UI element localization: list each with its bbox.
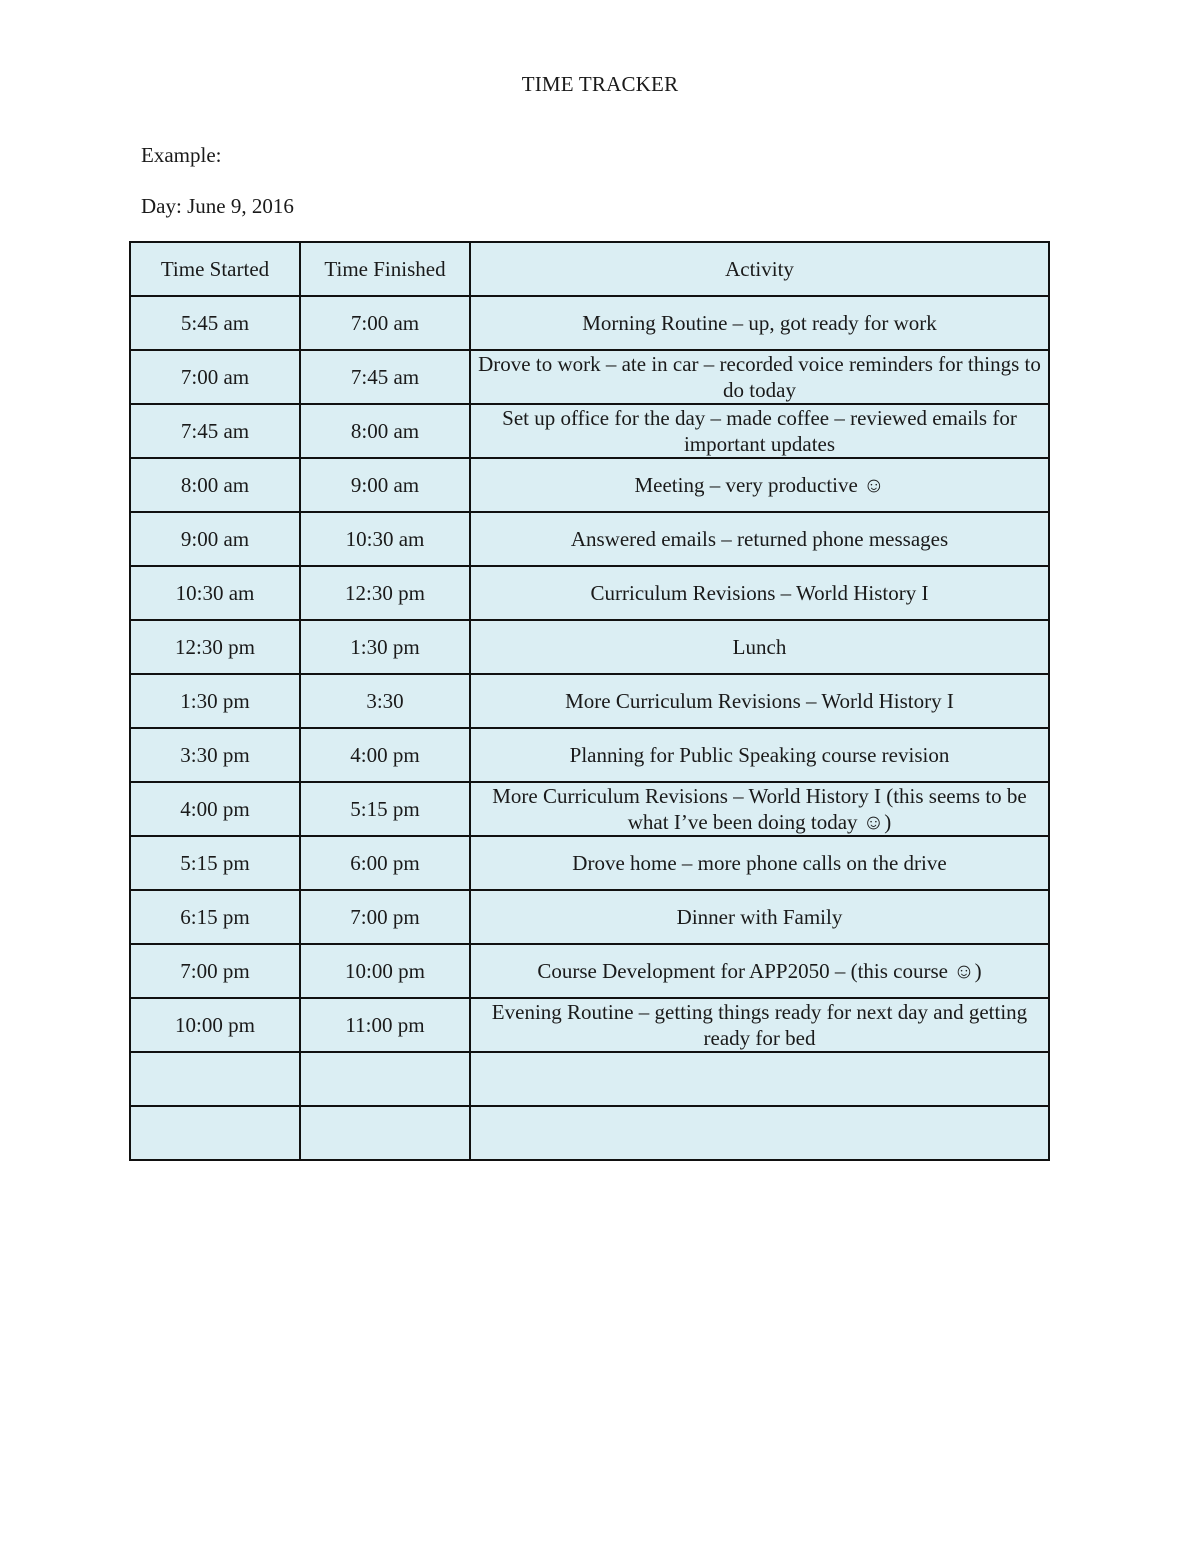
activity-cell: Lunch	[470, 620, 1049, 674]
time-started-cell	[130, 1052, 300, 1106]
table-row	[130, 620, 1049, 674]
time-finished-cell	[300, 1052, 470, 1106]
table-row	[130, 782, 1049, 836]
table-header-row	[130, 242, 1049, 296]
time-started-cell	[130, 1106, 300, 1160]
activity-cell: Curriculum Revisions – World History I	[470, 566, 1049, 620]
time-started-cell: 10:30 am	[130, 566, 300, 620]
table-row	[130, 836, 1049, 890]
time-finished-cell: 7:00 am	[300, 296, 470, 350]
activity-cell	[470, 1052, 1049, 1106]
activity-cell: Meeting – very productive ☺	[470, 458, 1049, 512]
time-finished-cell: 10:30 am	[300, 512, 470, 566]
time-started-cell: 10:00 pm	[130, 998, 300, 1052]
table-row	[130, 890, 1049, 944]
activity-cell: More Curriculum Revisions – World History I	[470, 674, 1049, 728]
table-row-empty	[130, 1106, 1049, 1160]
table-row	[130, 944, 1049, 998]
time-started-cell: 6:15 pm	[130, 890, 300, 944]
time-started-cell: 1:30 pm	[130, 674, 300, 728]
time-finished-cell: 9:00 am	[300, 458, 470, 512]
header-activity: Activity	[470, 242, 1049, 296]
activity-cell: Drove to work – ate in car – recorded voice reminders for things to do today	[470, 350, 1049, 404]
table-row	[130, 566, 1049, 620]
activity-cell: Course Development for APP2050 – (this course ☺)	[470, 944, 1049, 998]
time-finished-cell: 8:00 am	[300, 404, 470, 458]
activity-cell	[470, 1106, 1049, 1160]
time-started-cell: 7:00 am	[130, 350, 300, 404]
time-finished-cell: 7:00 pm	[300, 890, 470, 944]
activity-cell: Dinner with Family	[470, 890, 1049, 944]
activity-cell: Morning Routine – up, got ready for work	[470, 296, 1049, 350]
header-time-started: Time Started	[130, 242, 300, 296]
day-label: Day: June 9, 2016	[141, 194, 294, 218]
time-finished-cell: 3:30	[300, 674, 470, 728]
table-row	[130, 296, 1049, 350]
activity-cell: Planning for Public Speaking course revision	[470, 728, 1049, 782]
time-started-cell: 12:30 pm	[130, 620, 300, 674]
table-row	[130, 728, 1049, 782]
table-row	[130, 404, 1049, 458]
time-finished-cell: 7:45 am	[300, 350, 470, 404]
time-started-cell: 7:45 am	[130, 404, 300, 458]
time-finished-cell: 4:00 pm	[300, 728, 470, 782]
table-row-empty	[130, 1052, 1049, 1106]
time-started-cell: 4:00 pm	[130, 782, 300, 836]
table-row	[130, 458, 1049, 512]
activity-cell: More Curriculum Revisions – World History I (this seems to be what I’ve been doing today ☺)	[470, 782, 1049, 836]
time-finished-cell: 12:30 pm	[300, 566, 470, 620]
activity-cell: Evening Routine – getting things ready for next day and getting ready for bed	[470, 998, 1049, 1052]
table-row	[130, 674, 1049, 728]
table-row	[130, 998, 1049, 1052]
table-row	[130, 512, 1049, 566]
time-finished-cell: 10:00 pm	[300, 944, 470, 998]
time-started-cell: 8:00 am	[130, 458, 300, 512]
time-started-cell: 7:00 pm	[130, 944, 300, 998]
time-finished-cell	[300, 1106, 470, 1160]
time-finished-cell: 6:00 pm	[300, 836, 470, 890]
time-started-cell: 3:30 pm	[130, 728, 300, 782]
time-started-cell: 5:15 pm	[130, 836, 300, 890]
activity-cell: Drove home – more phone calls on the drive	[470, 836, 1049, 890]
example-label: Example:	[141, 143, 222, 167]
activity-cell: Answered emails – returned phone messages	[470, 512, 1049, 566]
time-finished-cell: 11:00 pm	[300, 998, 470, 1052]
time-finished-cell: 5:15 pm	[300, 782, 470, 836]
time-started-cell: 5:45 am	[130, 296, 300, 350]
time-tracker-table	[129, 241, 1050, 1161]
table-row	[130, 350, 1049, 404]
time-finished-cell: 1:30 pm	[300, 620, 470, 674]
header-time-finished: Time Finished	[300, 242, 470, 296]
activity-cell: Set up office for the day – made coffee – reviewed emails for important updates	[470, 404, 1049, 458]
time-started-cell: 9:00 am	[130, 512, 300, 566]
page-title: TIME TRACKER	[521, 72, 679, 96]
